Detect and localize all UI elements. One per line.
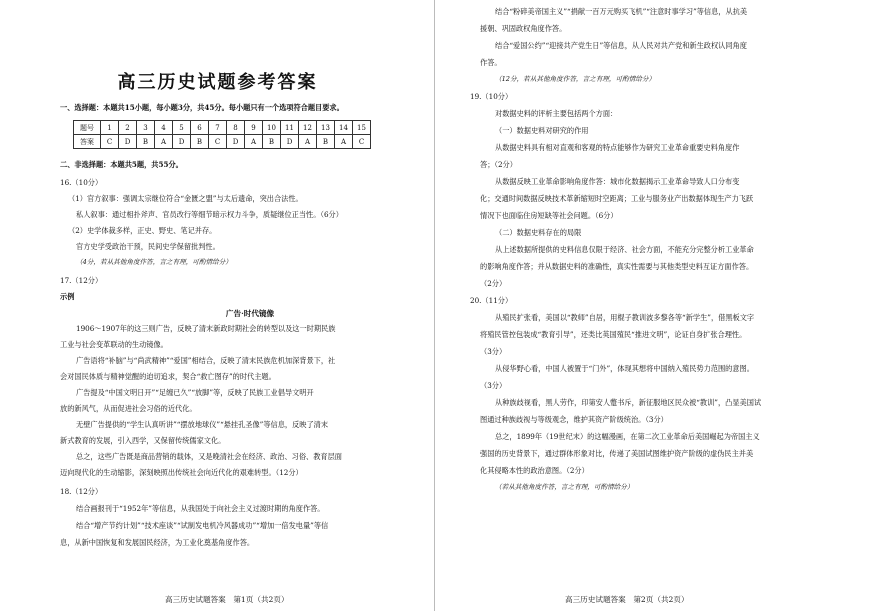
table-cell: B [263,135,281,149]
table-cell: 11 [281,121,299,135]
answer-line: 从殖民扩张看，美国以“教师”自居，用棍子教训波多黎各等“新学生”，借黑板文字 [495,313,755,322]
table-cell: D [227,135,245,149]
answer-line: 结合“爱国公约”“迎接共产党生日”等信息，从人民对共产党和新生政权认同角度 [495,41,747,50]
answer-line: 无壁广告提供的“学生认真听讲”“摆放地球仪”“悬挂孔圣像”等信息，反映了清末 [76,420,329,429]
answer-line: （3分） [480,347,507,356]
answer-line: 放的新风气，从而促进社会习俗的近代化。 [60,404,197,413]
table-cell: C [101,135,119,149]
table-cell: 2 [119,121,137,135]
answer-line: 会对国民体质与精神觉醒的迫切追求，契合“救亡图存”的时代主题。 [60,372,276,381]
answer-line: 将殖民管控包装成“教育引导”，还类比英国殖民“推进文明”，论证自身扩张合理性。 [480,330,747,339]
table-cell: 5 [173,121,191,135]
table-cell: A [299,135,317,149]
answer-line: 对数据史料的评析主要包括两个方面： [495,109,618,118]
answer-line: 化其侵略本性的政治意图。（2分） [480,466,589,475]
answer-line: 从数据反映工业革命影响角度作答：城市化数据揭示工业革命导致人口分布变 [495,177,740,186]
table-cell: C [209,135,227,149]
answer-line: 官方史学受政治干预，民间史学保留批判性。 [76,242,220,251]
answer-line: 作答。 [480,58,502,67]
answer-line: 广告语将“补脑”与“尚武精神”“爱国”相结合，反映了清末民族危机加深背景下，社 [76,356,336,365]
question-number: 20.（11分） [470,296,513,305]
table-cell: 4 [155,121,173,135]
answer-line: 总之，1899年（19世纪末）的这幅漫画，在第二次工业革命后美国崛起为帝国主义 [495,432,760,441]
table-row [74,121,371,135]
answer-line: 新式教育的发展，引入西学，又保留传统儒家文化。 [60,436,226,445]
table-cell: 7 [209,121,227,135]
answer-line: 化；交通时间数据反映技术革新缩短时空距离；工业与服务业产出数据体现生产力飞跃 [480,194,754,203]
table-cell: 6 [191,121,209,135]
example-label: 示例 [60,292,75,301]
question-number: 16.（10分） [60,178,103,187]
answer-line: （二）数据史料存在的局限 [495,228,582,237]
answer-line: 1906～1907年的这三则广告，反映了清末新政时期社会的转型以及这一时期民族 [76,324,336,333]
table-cell: D [281,135,299,149]
answer-line: 从数据史料具有相对直观和客观的特点能够作为研究工业革命重要史料角度作 [495,143,740,152]
table-cell: C [353,135,371,149]
section-1-heading: 一、选择题：本题共15小题，每小题3分，共45分。每小题只有一个选项符合题目要求。 [60,103,344,112]
essay-subtitle: 广告·时代镜像 [225,309,275,318]
question-number: 19.（10分） [470,92,513,101]
table-cell: A [335,135,353,149]
table-cell: B [317,135,335,149]
question-number: 18.（12分） [60,487,103,496]
answer-line: （2）史学体裁多样，正史、野史、笔记并存。 [68,226,217,235]
answer-line: （2分） [480,279,507,288]
answer-line: 结合画报刊于“1952年”等信息，从我国处于向社会主义过渡时期的角度作答。 [76,504,325,513]
scoring-note: （若从其他角度作答，言之有理，可酌情给分） [495,483,634,491]
table-cell: B [137,135,155,149]
answer-line: 情况下也面临住房短缺等社会问题。（6分） [480,211,618,220]
answer-line: （1）官方叙事：强调太宗继位符合“金匮之盟”与太后遗命，突出合法性。 [68,194,303,203]
table-cell: 8 [227,121,245,135]
answer-line: 强国的历史背景下，通过群体形象对比，传递了美国试图维护资产阶级的虚伪民主并美 [480,449,754,458]
answer-page-2 [435,0,870,611]
table-cell: 14 [335,121,353,135]
answer-line: 迈向现代化的生动缩影，深刻映照出传统社会向近代化的艰难转型。（12分） [60,468,303,477]
answer-line: 援朝、巩固政权角度作答。 [480,24,567,33]
scoring-note: （12分，若从其他角度作答，言之有理，可酌情给分） [495,75,656,83]
page-footer: 高三历史试题答案 第1页（共2页） [165,595,289,604]
answer-line: 从上述数据所提供的史料信息仅限于经济、社会方面，不能充分完整分析工业革命 [495,245,754,254]
table-cell: A [245,135,263,149]
table-cell: 1 [101,121,119,135]
table-header: 答案 [74,135,101,149]
answer-line: （3分） [480,381,507,390]
answer-line: 结合“粉碎美帝国主义”“捐献一百万元购买飞机”“注意时事学习”等信息，从抗美 [495,7,748,16]
section-2-heading: 二、非选择题：本题共5题，共55分。 [60,160,183,169]
table-cell: A [155,135,173,149]
answer-line: 工业与社会变革联动的生动镜像。 [60,340,168,349]
table-cell: 12 [299,121,317,135]
table-cell: 15 [353,121,371,135]
table-cell: D [119,135,137,149]
answer-line: 结合“增产节约计划”“技术座谈”“试制发电机冷风器成功”“增加一倍发电量”等信 [76,521,329,530]
page-footer: 高三历史试题答案 第2页（共2页） [565,595,689,604]
answer-line: （一）数据史料对研究的作用 [495,126,589,135]
answer-line: 从侵华野心看，中国人被置于“门外”，体现其想将中国纳入殖民势力范围的意图。 [495,364,754,373]
table-cell: 10 [263,121,281,135]
answer-line: 息，从新中国恢复和发展国民经济，为工业化奠基角度作答。 [60,538,255,547]
question-number: 17.（12分） [60,276,103,285]
table-cell: 13 [317,121,335,135]
page-title: 高三历史试题参考答案 [117,72,318,93]
table-cell: 3 [137,121,155,135]
table-header: 题号 [74,121,101,135]
table-row [74,135,371,149]
table-cell: B [191,135,209,149]
answer-table [73,120,371,149]
answer-line: 图通过种族歧视与等级观念，维护其资产阶级统治。（3分） [480,415,668,424]
answer-line: 总之，这些广告既是商品营销的载体，又是晚清社会在经济、政治、习俗、教育层面 [76,452,342,461]
answer-line: 广告提及“中国文明日开”“足缠已久”“放脚”等，反映了民族工业倡导文明开 [76,388,314,397]
table-cell: D [173,135,191,149]
table-cell: 9 [245,121,263,135]
scoring-note: （4分，若从其他角度作答，言之有理，可酌情给分） [76,258,232,266]
answer-line: 的影响角度作答；并从数据史料的准确性，真实性需要与其他类型史料互证方面作答。 [480,262,754,271]
answer-line: 从种族歧视看，黑人劳作，印第安人蹩书斥，新征服地区民众被“教训”，凸显美国试 [495,398,762,407]
answer-line: 私人叙事：通过相扑斧声、官员改行等细节暗示权力斗争，质疑继位正当性。（6分） [76,210,343,219]
answer-line: 答；（2分） [480,160,517,169]
